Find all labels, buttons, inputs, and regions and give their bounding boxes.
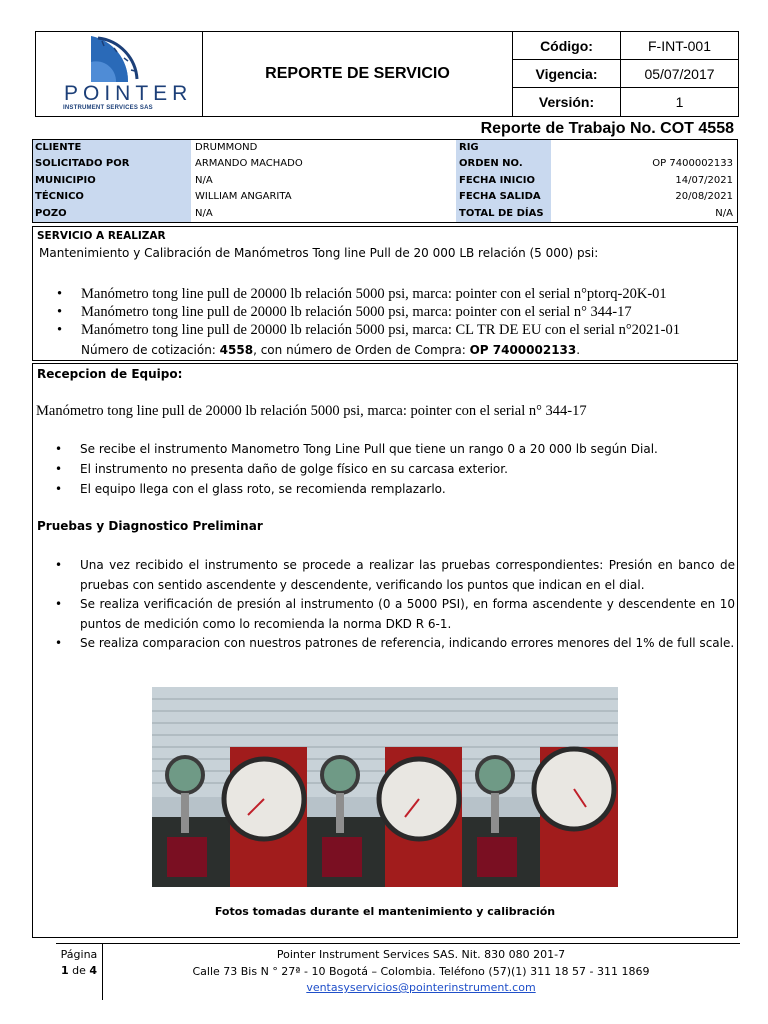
- quote-prefix: Número de cotización:: [81, 343, 220, 357]
- email-link[interactable]: ventasyservicios@pointerinstrument.com: [306, 981, 536, 994]
- info-value: 20/08/2021: [675, 191, 733, 203]
- document-title: REPORTE DE SERVICIO: [203, 32, 513, 116]
- version-value: 1: [675, 94, 684, 110]
- list-item: • Se realiza comparacion con nuestros patrones de referencia, indicando errores menores del 1% de full scale.: [53, 634, 735, 654]
- company-address: Calle 73 Bis N ° 27ª - 10 Bogotá – Colombia. Teléfono (57)(1) 311 18 57 - 311 1869: [192, 964, 650, 978]
- info-value: 14/07/2021: [675, 174, 733, 186]
- info-value: WILLIAM ANGARITA: [195, 191, 292, 203]
- photo-2: [307, 687, 462, 887]
- report-number: Reporte de Trabajo No. COT 4558: [480, 120, 734, 137]
- photos-caption: Fotos tomadas durante el mantenimiento y calibración: [214, 905, 556, 918]
- list-item: • Manómetro tong line pull de 20000 lb relación 5000 psi, marca: pointer con el serial n° 344-17: [57, 303, 680, 321]
- calibration-photos: [152, 687, 618, 887]
- info-table: [32, 139, 738, 223]
- info-label: MUNICIPIO: [35, 174, 96, 186]
- info-row: [33, 189, 737, 205]
- list-item: • Se recibe el instrumento Manometro Tong Line Pull que tiene un rango 0 a 20 000 lb según Dial.: [53, 439, 733, 459]
- info-label: FECHA SALIDA: [459, 191, 541, 203]
- company-logo: [36, 32, 203, 116]
- info-label: FECHA INICIO: [459, 174, 535, 186]
- list-item: • El equipo llega con el glass roto, se recomienda remplazarlo.: [53, 479, 733, 499]
- tests-heading: Pruebas y Diagnostico Preliminar: [37, 519, 263, 533]
- info-label: TÉCNICO: [35, 191, 84, 203]
- service-description: Mantenimiento y Calibración de Manómetros Tong line Pull de 20 000 LB relación (5 000) psi:: [39, 246, 599, 260]
- info-value: N/A: [195, 174, 213, 186]
- info-value: ARMANDO MACHADO: [195, 158, 303, 170]
- page-of: de: [68, 964, 90, 977]
- vigencia-row: [513, 60, 738, 88]
- quote-mid: , con número de Orden de Compra:: [253, 343, 470, 357]
- info-label: TOTAL DE DÍAS: [459, 207, 544, 219]
- purchase-order: OP 7400002133: [469, 343, 577, 357]
- info-label: RIG: [459, 142, 479, 153]
- footer-divider: [56, 943, 740, 944]
- document-header: [35, 31, 739, 117]
- version-row: [513, 88, 738, 116]
- info-label: POZO: [35, 207, 67, 219]
- list-item: • Una vez recibido el instrumento se procede a realizar las pruebas correspondientes: Presión en banco de pruebas con sentido ascendente y descendente, verificando los puntos que indican en el dial.: [53, 556, 735, 595]
- logo-subtitle: INSTRUMENT SERVICES SAS: [63, 105, 153, 111]
- info-value: N/A: [715, 207, 733, 219]
- service-items: [57, 285, 680, 339]
- info-row: [33, 206, 737, 222]
- page-label: Página: [60, 948, 98, 961]
- list-item: • Manómetro tong line pull de 20000 lb relación 5000 psi, marca: pointer con el serial n°ptorq-20K-01: [57, 285, 680, 303]
- quote-line: [81, 343, 580, 357]
- service-section: [32, 226, 738, 361]
- page-indicator: [56, 947, 102, 979]
- service-heading: SERVICIO A REALIZAR: [37, 230, 166, 242]
- vigencia-label: Vigencia:: [513, 60, 621, 87]
- info-row: [33, 173, 737, 189]
- page-number: 1: [60, 964, 69, 977]
- photo-3: [462, 687, 618, 887]
- info-value: N/A: [195, 207, 213, 219]
- page-total: 4: [89, 964, 98, 977]
- list-item: • Manómetro tong line pull de 20000 lb relación 5000 psi, marca: CL TR DE EU con el serial n°2021-01: [57, 321, 680, 339]
- info-value: DRUMMOND: [195, 142, 258, 153]
- info-label: ORDEN NO.: [459, 158, 523, 170]
- reception-heading: Recepcion de Equipo:: [37, 367, 183, 381]
- vigencia-value: 05/07/2017: [644, 66, 715, 82]
- reception-items: [53, 439, 733, 499]
- reception-serial-line: Manómetro tong line pull de 20000 lb relación 5000 psi, marca: pointer con el serial n° 344-17: [36, 403, 587, 419]
- tests-items: [53, 556, 735, 654]
- version-label: Versión:: [513, 88, 621, 116]
- info-row: [33, 140, 737, 156]
- logo-wordmark: POINTER: [64, 82, 193, 105]
- photo-1: [152, 687, 307, 887]
- list-item: • El instrumento no presenta daño de golge físico en su carcasa exterior.: [53, 459, 733, 479]
- codigo-value: F-INT-001: [647, 38, 711, 54]
- company-contact: [102, 947, 740, 997]
- quote-number: 4558: [219, 343, 254, 357]
- codigo-label: Código:: [513, 32, 621, 59]
- reception-section: [32, 363, 738, 938]
- info-label: SOLICITADO POR: [35, 158, 130, 170]
- company-info: Pointer Instrument Services SAS. Nit. 830 080 201-7: [276, 948, 566, 961]
- page-footer: [56, 943, 740, 1003]
- list-item: • Se realiza verificación de presión al instrumento (0 a 5000 PSI), en forma ascendente y descendente en 10 puntos de medición como lo recomienda la norma DKD R 6-1.: [53, 595, 735, 634]
- codigo-row: [513, 32, 738, 60]
- info-value: OP 7400002133: [652, 158, 733, 170]
- info-row: [33, 156, 737, 172]
- quote-end: .: [576, 343, 581, 357]
- info-label: CLIENTE: [35, 142, 82, 153]
